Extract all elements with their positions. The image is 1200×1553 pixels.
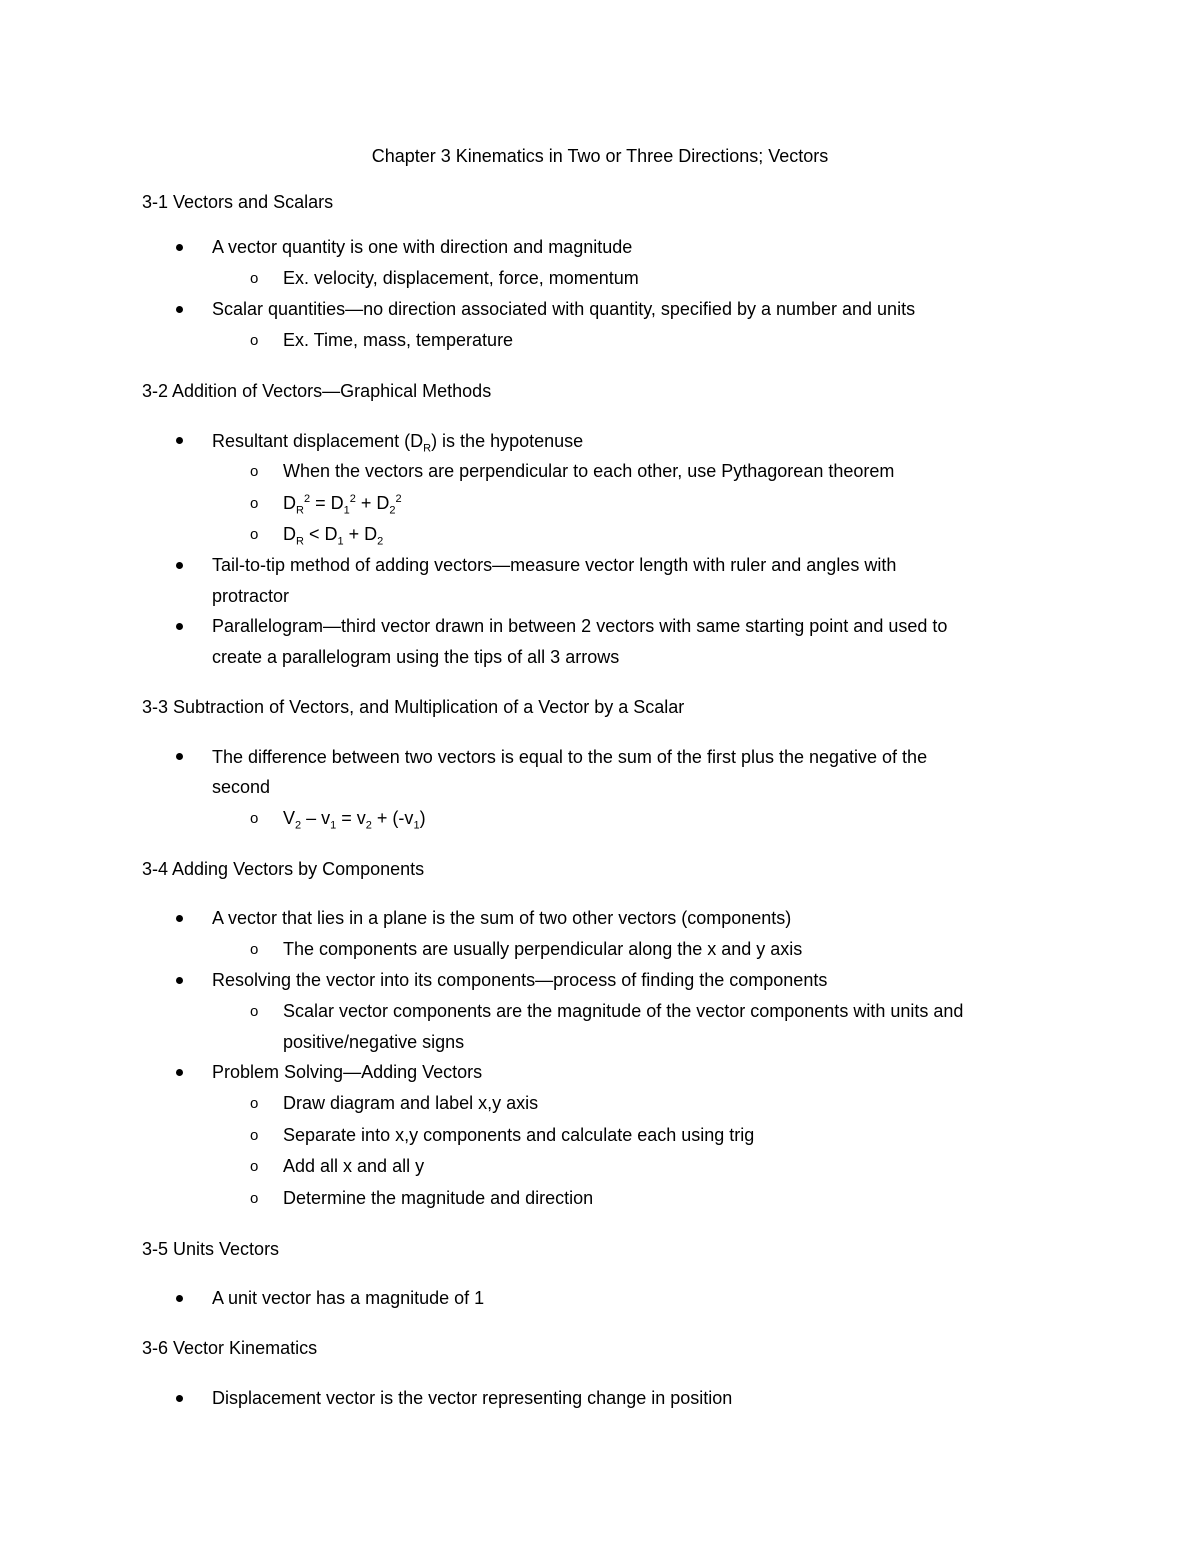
sub-bullet-icon: o [250,1127,259,1144]
bullet-icon [176,437,183,444]
list-item: Tail-to-tip method of adding vectors—measure vector length with ruler and angles with [212,555,897,575]
list-item: Resultant displacement $(D_R)$ is the hypotenuse [212,431,584,455]
sub-list-item: The components are usually perpendicular along the x and y axis [283,939,803,959]
bullet-icon [176,306,183,313]
bullet-icon [176,244,183,251]
sub-list-item: Determine the magnitude and direction [283,1188,594,1208]
sub-bullet-icon: o [250,1158,259,1175]
list-item-continuation: second [212,777,271,797]
equation-subtraction: $V_2 - v_1 = v_2 + (-v_1)$ [283,808,426,832]
list-item: A vector quantity is one with direction and magnitude [212,237,633,257]
page-title: Chapter 3 Kinematics in Two or Three Directions; Vectors [371,146,829,166]
sub-bullet-icon: o [250,1190,259,1207]
sub-list-item-continuation: positive/negative signs [283,1032,465,1052]
list-item-continuation: create a parallelogram using the tips of all 3 arrows [212,647,620,667]
bullet-icon [176,1295,183,1302]
bullet-icon [176,915,183,922]
bullet-icon [176,1069,183,1076]
sub-list-item: Draw diagram and label x,y axis [283,1093,539,1113]
sub-bullet-icon: o [250,495,259,512]
sub-bullet-icon: o [250,270,259,287]
section-heading: 3-6 Vector Kinematics [142,1338,318,1358]
sub-bullet-icon: o [250,810,259,827]
list-item: Parallelogram—third vector drawn in between 2 vectors with same starting point and used to [212,616,948,636]
sub-bullet-icon: o [250,526,259,543]
sub-list-item: Separate into x,y components and calculate each using trig [283,1125,755,1145]
sub-list-item: When the vectors are perpendicular to each other, use Pythagorean theorem [283,461,895,481]
section-heading: 3-3 Subtraction of Vectors, and Multiplication of a Vector by a Scalar [142,697,685,717]
sub-list-item: Add all x and all y [283,1156,425,1176]
list-item: Scalar quantities—no direction associated with quantity, specified by a number and units [212,299,916,319]
bullet-icon [176,753,183,760]
bullet-icon [176,623,183,630]
list-item: A unit vector has a magnitude of 1 [212,1288,485,1308]
section-heading: 3-4 Adding Vectors by Components [142,859,425,879]
equation-pythagorean: $D_R^2 = D_1^2 + D_2^2$ [283,493,402,517]
equation-inequality: $D_R < D_1 + D_2$ [283,524,384,548]
sub-bullet-icon: o [250,332,259,349]
sub-bullet-icon: o [250,463,259,480]
bullet-icon [176,977,183,984]
list-item-continuation: protractor [212,586,290,606]
sub-list-item: Ex. Time, mass, temperature [283,330,514,350]
sub-list-item: Ex. velocity, displacement, force, momentum [283,268,639,288]
sub-list-item: Scalar vector components are the magnitude of the vector components with units and [283,1001,964,1021]
list-item: The difference between two vectors is equal to the sum of the first plus the negative of the [212,747,928,767]
sub-bullet-icon: o [250,1003,259,1020]
list-item: A vector that lies in a plane is the sum of two other vectors (components) [212,908,792,928]
bullet-icon [176,562,183,569]
section-heading: 3-2 Addition of Vectors—Graphical Methods [142,381,492,401]
list-item: Displacement vector is the vector representing change in position [212,1388,733,1408]
bullet-icon [176,1395,183,1402]
sub-bullet-icon: o [250,1095,259,1112]
sub-bullet-icon: o [250,941,259,958]
section-heading: 3-5 Units Vectors [142,1239,280,1259]
section-heading: 3-1 Vectors and Scalars [142,192,334,212]
list-item: Problem Solving—Adding Vectors [212,1062,483,1082]
list-item: Resolving the vector into its components—process of finding the components [212,970,828,990]
